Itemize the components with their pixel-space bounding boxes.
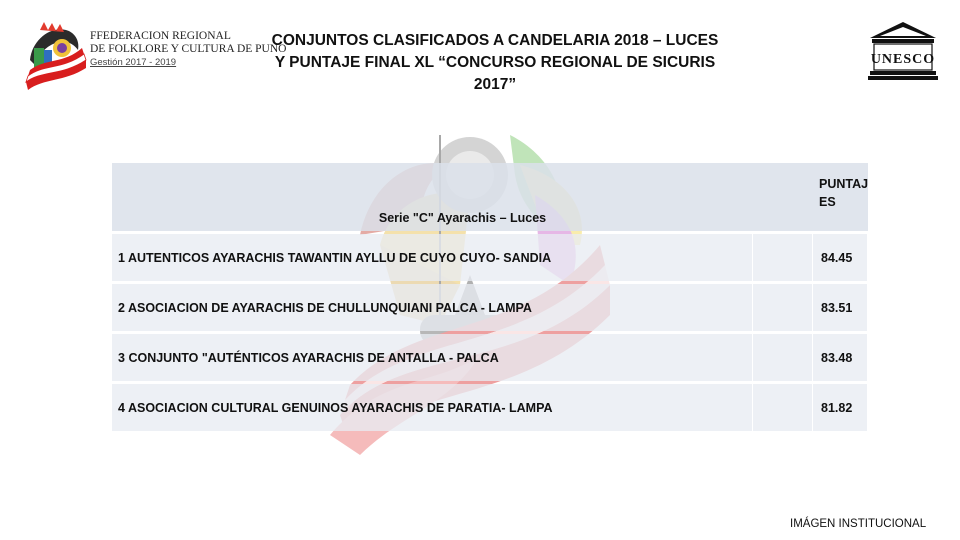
table-row bbox=[112, 384, 868, 431]
org-line1: FFEDERACION REGIONAL bbox=[90, 30, 231, 42]
organization-name bbox=[90, 30, 286, 69]
row-rank: 1 bbox=[118, 250, 125, 265]
row-score: 81.82 bbox=[813, 384, 868, 431]
row-empty-cell bbox=[753, 284, 813, 331]
points-header bbox=[813, 163, 868, 231]
title-line3: 2017” bbox=[473, 76, 517, 93]
row-empty-cell bbox=[753, 384, 813, 431]
points-header-line2: ES bbox=[819, 195, 836, 209]
row-name: AUTENTICOS AYARACHIS TAWANTIN AYLLU DE CUYO CUYO- SANDIA bbox=[127, 250, 552, 265]
title-line1: CONJUNTOS CLASIFICADOS A CANDELARIA 2018 – LUCES bbox=[271, 32, 719, 49]
org-period: Gestión 2017 - 2019 bbox=[90, 57, 177, 68]
row-name: ASOCIACION CULTURAL GENUINOS AYARACHIS DE PARATIA- LAMPA bbox=[127, 400, 553, 415]
row-name-cell bbox=[112, 284, 753, 331]
row-empty-cell bbox=[753, 234, 813, 281]
org-line2: DE FOLKLORE Y CULTURA DE PUNO bbox=[90, 43, 287, 55]
row-name-cell bbox=[112, 334, 753, 381]
table-row bbox=[112, 284, 868, 331]
footer-caption: IMÁGEN INSTITUCIONAL bbox=[790, 518, 927, 530]
row-rank: 2 bbox=[118, 300, 125, 315]
title-line2: Y PUNTAJE FINAL XL “CONCURSO REGIONAL DE SICURIS bbox=[274, 54, 716, 71]
results-table bbox=[112, 160, 868, 434]
svg-text:UNESCO: UNESCO bbox=[870, 52, 936, 67]
unesco-logo-icon bbox=[866, 20, 940, 82]
series-header: Serie "C" Ayarachis – Luces bbox=[112, 163, 813, 231]
row-score: 84.45 bbox=[813, 234, 868, 281]
table-header-row bbox=[112, 163, 868, 231]
page-title bbox=[260, 30, 730, 96]
row-rank: 4 bbox=[118, 400, 125, 415]
row-name-cell bbox=[112, 234, 753, 281]
federation-logo-icon bbox=[22, 20, 90, 92]
row-rank: 3 bbox=[118, 350, 125, 365]
row-empty-cell bbox=[753, 334, 813, 381]
table-row bbox=[112, 334, 868, 381]
row-name: ASOCIACION DE AYARACHIS DE CHULLUNQUIANI PALCA - LAMPA bbox=[127, 300, 532, 315]
row-name-cell bbox=[112, 384, 753, 431]
row-score: 83.48 bbox=[813, 334, 868, 381]
row-name: CONJUNTO "AUTÉNTICOS AYARACHIS DE ANTALLA - PALCA bbox=[128, 350, 499, 365]
table-row bbox=[112, 234, 868, 281]
points-header-line1: PUNTAJ bbox=[819, 177, 869, 191]
row-score: 83.51 bbox=[813, 284, 868, 331]
